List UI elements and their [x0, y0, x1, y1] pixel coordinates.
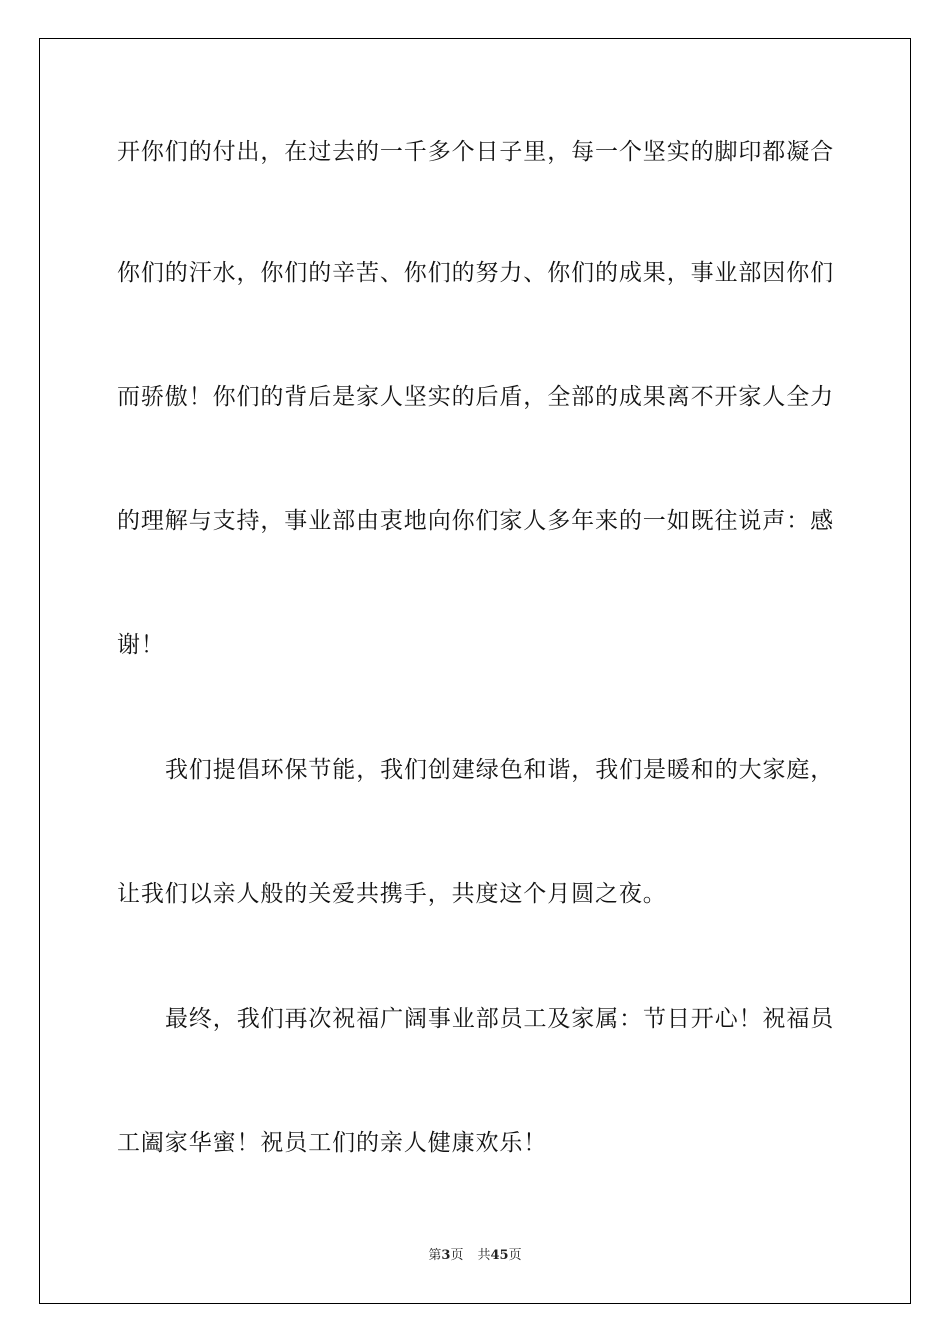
- page-footer: [0, 1246, 950, 1266]
- footer-total-pages: 45: [490, 1248, 509, 1263]
- paragraph-line: 的理解与支持，事业部由衷地向你们家人多年来的一如既往说声：感: [117, 508, 834, 534]
- paragraph-line: 最终，我们再次祝福广阔事业部员工及家属：节日开心！祝福员: [165, 1006, 835, 1032]
- page-border: [39, 38, 911, 1304]
- paragraph-line: 工阖家华蜜！祝员工们的亲人健康欢乐！: [117, 1130, 548, 1156]
- paragraph-line: 我们提倡环保节能，我们创建绿色和谐，我们是暖和的大家庭，: [165, 757, 835, 783]
- footer-page-prefix: 第: [428, 1248, 442, 1263]
- paragraph-line: 让我们以亲人般的关爱共携手，共度这个月圆之夜。: [117, 881, 667, 907]
- footer-total-suffix: 页: [508, 1248, 522, 1263]
- paragraph-line: 你们的汗水，你们的辛苦、你们的努力、你们的成果，事业部因你们: [117, 260, 834, 286]
- paragraph-line: 而骄傲！你们的背后是家人坚实的后盾，全部的成果离不开家人全力: [117, 384, 834, 410]
- footer-page-suffix: 页: [450, 1248, 464, 1263]
- paragraph-line: 谢！: [117, 632, 165, 658]
- footer-page-number: 3: [441, 1248, 451, 1263]
- paragraph-line: 开你们的付出，在过去的一千多个日子里，每一个坚实的脚印都凝合: [117, 139, 834, 165]
- footer-total-prefix: 共: [477, 1248, 491, 1263]
